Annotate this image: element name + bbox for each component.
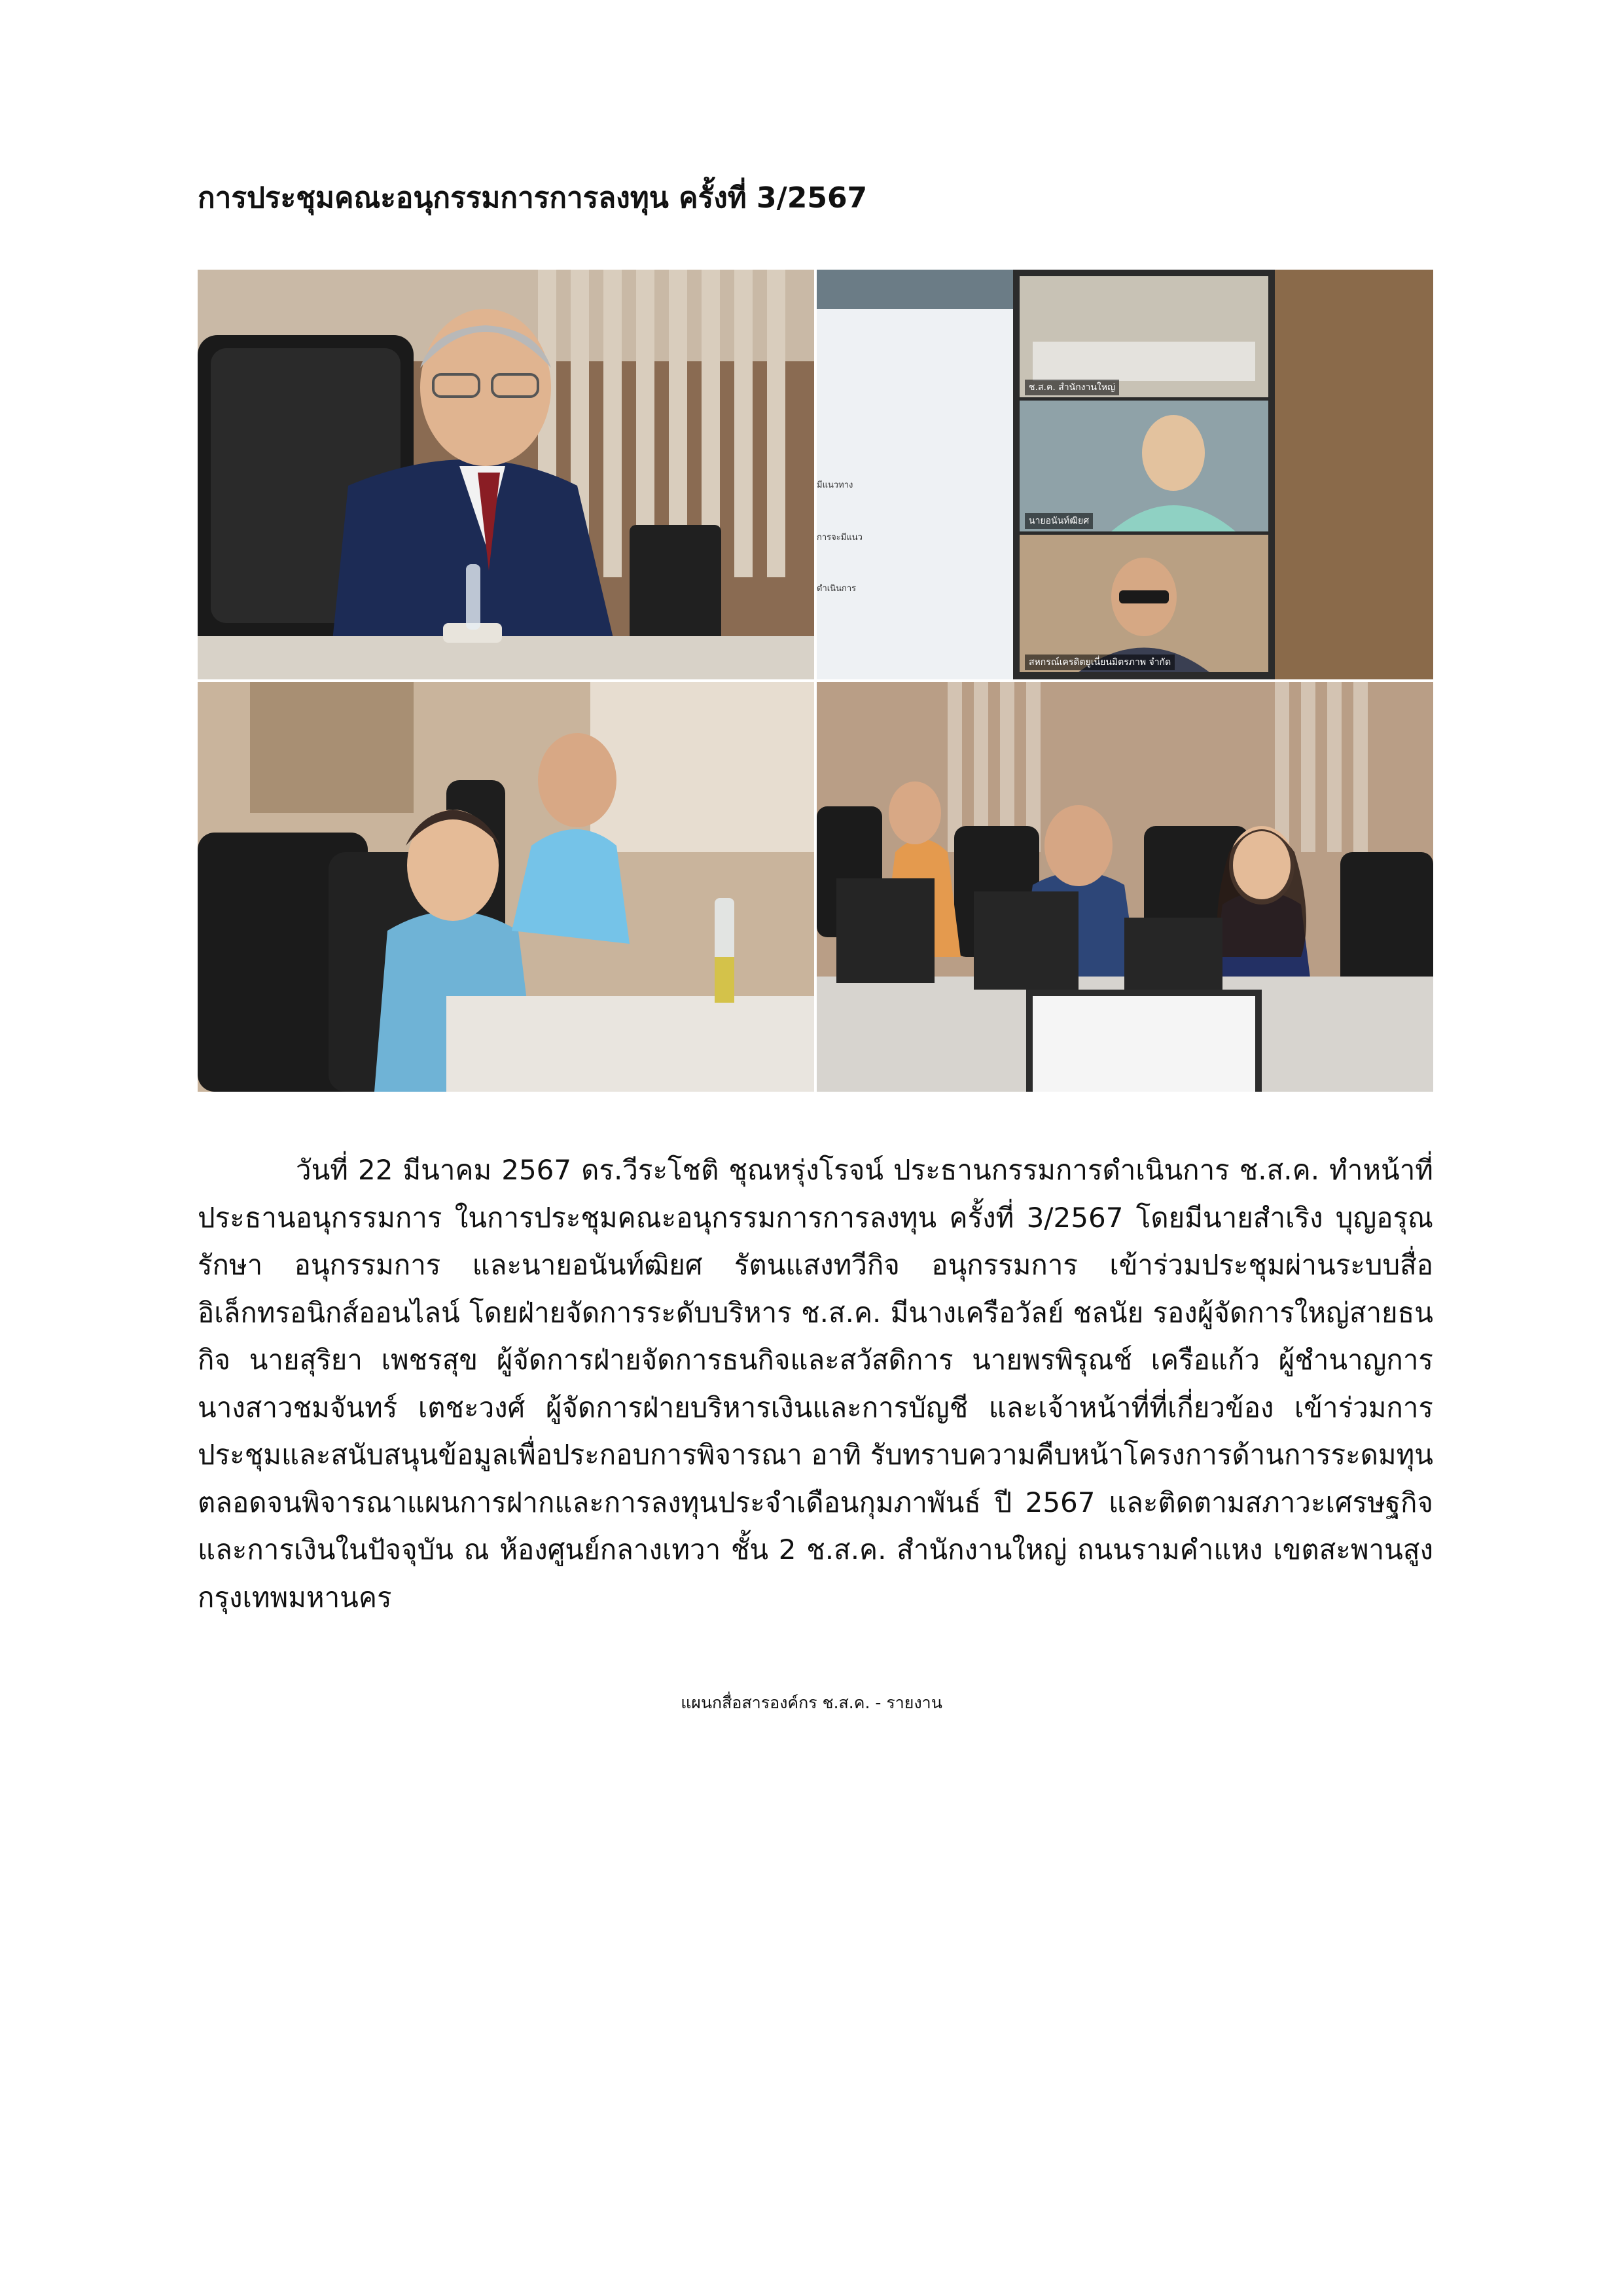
slide-line-2: การจะมีแนว (817, 533, 863, 543)
report-credit: แผนกสื่อสารองค์กร ช.ส.ค. - รายงาน (681, 1693, 942, 1712)
photo-committee-members (198, 682, 814, 1092)
screen-caption-top: ช.ส.ค. สำนักงานใหญ่ (1025, 380, 1119, 395)
photo-chairman (198, 270, 814, 679)
slide-line-3: ดำเนินการ (817, 584, 857, 594)
screen-caption-bottom: สหกรณ์เครดิตยูเนี่ยนมิตรภาพ จำกัด (1025, 655, 1175, 670)
page-title: การประชุมคณะอนุกรรมการการลงทุน ครั้งที่ 3/2567 (198, 181, 868, 215)
screen-caption-middle: นายอนันท์ฒิยศ (1025, 513, 1093, 529)
photo-staff-members (817, 682, 1433, 1092)
slide-line-1: มีแนวทาง (817, 480, 853, 490)
article-body: วันที่ 22 มีนาคม 2567 ดร.วีระโชติ ชุณหรุ่งโรจน์ ประธานกรรมการดำเนินการ ช.ส.ค. ทำหน้าที่ประธานอนุกรรมการ ในการประชุมคณะอนุกรรมการการลงทุน ครั้งที่ 3/2567 โดยมีนายสำเริง บุญอรุณรักษา อนุกรรมการ และนายอนันท์ฒิยศ รัตนแสงทวีกิจ อนุกรรมการ เข้าร่วมประชุมผ่านระบบสื่ออิเล็กทรอนิกส์ออนไลน์ โดยฝ่ายจัดการระดับบริหาร ช.ส.ค. มีนางเครือวัลย์ ชลนัย รองผู้จัดการใหญ่สายธนกิจ นายสุริยา เพชรสุข ผู้จัดการฝ่ายจัดการธนกิจและสวัสดิการ นายพรพิรุณช์ เครือแก้ว ผู้ชำนาญการ นางสาวชมจันทร์ เตชะวงศ์ ผู้จัดการฝ่ายบริหารเงินและการบัญชี และเจ้าหน้าที่ที่เกี่ยวข้อง เข้าร่วมการประชุมและสนับสนุนข้อมูลเพื่อประกอบการพิจารณา อาทิ รับทราบความคืบหน้าโครงการด้านการระดมทุน ตลอดจนพิจารณาแผนการฝากและการลงทุนประจำเดือนกุมภาพันธ์ ปี 2567 และติดตามสภาวะเศรษฐกิจและการเงินในปัจจุบัน ณ ห้องศูนย์กลางเทวา ชั้น 2 ช.ส.ค. สำนักงานใหญ่ ถนนรามคำแหง เขตสะพานสูง กรุงเทพมหานคร (198, 1154, 1433, 1613)
photo-video-conference (817, 270, 1433, 679)
photo-collage (198, 270, 1433, 1092)
